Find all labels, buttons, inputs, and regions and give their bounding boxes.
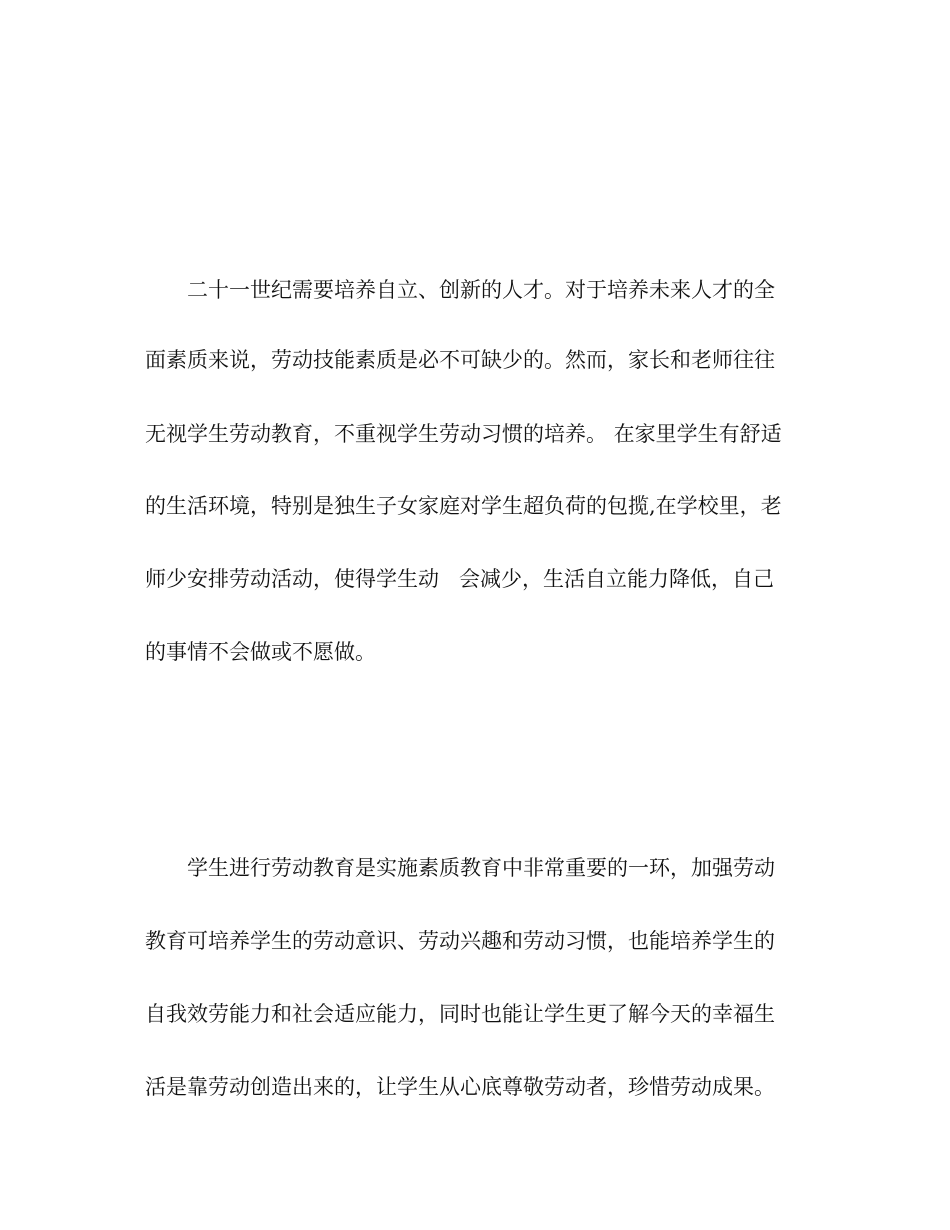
paragraph-2-line-1: 学生进行劳动教育是实施素质教育中非常重要的一环，加强劳动 xyxy=(187,856,775,880)
paragraph-1-line-4: 的生活环境，特别是独生子女家庭对学生超负荷的包揽,在学校里，老 xyxy=(145,494,782,518)
paragraph-2-line-2: 教育可培养学生的劳动意识、劳动兴趣和劳动习惯，也能培养学生的 xyxy=(145,929,775,953)
paragraph-1-line-2: 面素质来说，劳动技能素质是必不可缺少的。然而，家长和老师往往 xyxy=(145,348,775,372)
paragraph-2-line-4: 活是靠劳动创造出来的，让学生从心底尊敬劳动者，珍惜劳动成果。 xyxy=(145,1075,775,1099)
paragraph-1-line-3: 无视学生劳动教育，不重视学生劳动习惯的培养。 在家里学生有舒适 xyxy=(145,422,782,446)
paragraph-2-line-3: 自我效劳能力和社会适应能力，同时也能让学生更了解今天的幸福生 xyxy=(145,1002,775,1026)
paragraph-1-line-5: 师少安排劳动活动，使得学生动 会减少，生活自立能力降低，自己 xyxy=(145,567,775,591)
paragraph-1-line-1: 二十一世纪需要培养自立、创新的人才。对于培养未来人才的全 xyxy=(187,278,775,302)
paragraph-1-line-6: 的事情不会做或不愿做。 xyxy=(145,640,376,664)
